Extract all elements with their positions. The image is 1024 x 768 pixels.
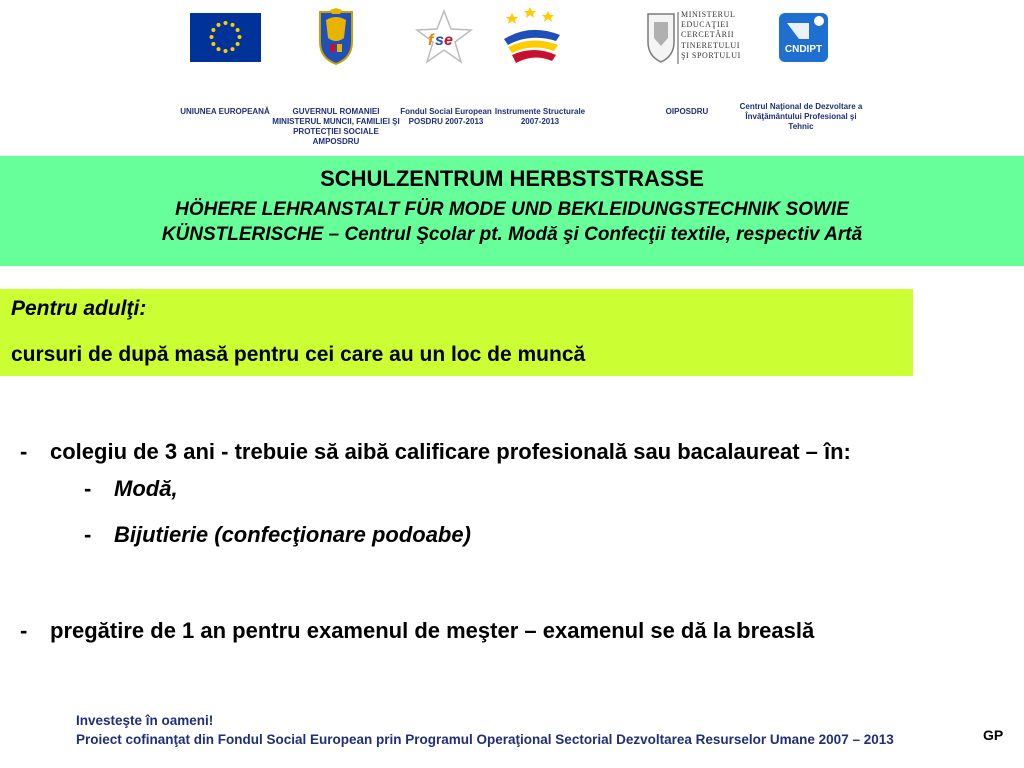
school-banner bbox=[0, 156, 1024, 266]
cndipt-caption: Centrul Naţional de Dezvoltare a Învăţământului Profesional şi Tehnic bbox=[739, 102, 863, 131]
eu-caption: UNIUNEA EUROPEANĂ bbox=[180, 107, 270, 116]
oiposdru-caption: OIPOSDRU bbox=[665, 107, 709, 116]
svg-text:f: f bbox=[428, 32, 434, 49]
footer bbox=[76, 711, 894, 749]
structural-caption: Instrumente Structurale 2007-2013 bbox=[494, 107, 586, 126]
adults-highlight-box bbox=[0, 289, 913, 376]
bullet-text: colegiu de 3 ani - trebuie să aibă calificare profesională sau bacalaureat – în: bbox=[50, 439, 851, 464]
government-caption: GUVERNUL ROMANIEI MINISTERUL MUNCII, FAMILIEI ŞI PROTECŢIEI SOCIALE AMPOSDRU bbox=[272, 107, 400, 146]
bullet-dash: - bbox=[20, 618, 28, 643]
bullet-text: Modă, bbox=[114, 476, 178, 501]
fse-logo-icon bbox=[414, 9, 474, 70]
fse-caption: Fondul Social European POSDRU 2007-2013 bbox=[400, 107, 492, 126]
svg-text:e: e bbox=[444, 32, 453, 49]
romania-coat-of-arms-icon bbox=[314, 8, 358, 71]
svg-text:s: s bbox=[435, 32, 444, 49]
footer-slogan: Investeşte în oameni! bbox=[76, 713, 214, 728]
adults-text: cursuri de după masă pentru cei care au un loc de muncă bbox=[11, 343, 586, 366]
cndipt-logo-icon bbox=[779, 13, 828, 67]
ministry-education-logo-text: MINISTERUL EDUCAŢIEI CERCETĂRII TINERETULUI ŞI SPORTULUI bbox=[681, 10, 741, 60]
adults-heading: Pentru adulţi: bbox=[11, 297, 147, 320]
school-subtitle-line1: HÖHERE LEHRANSTALT FÜR MODE UND BEKLEIDUNGSTECHNIK SOWIE bbox=[175, 199, 849, 220]
footer-project-text: Proiect cofinanţat din Fondul Social European prin Programul Operaţional Sectorial Dezvoltarea Resurselor Umane 2007 – 2013 bbox=[76, 732, 894, 747]
author-initials: GP bbox=[983, 727, 1004, 743]
eu-flag-icon bbox=[190, 13, 261, 67]
cndipt-logo-text: CNDIPT bbox=[784, 44, 823, 55]
structural-instruments-logo-icon bbox=[500, 5, 564, 72]
school-title: SCHULZENTRUM HERBSTSTRASSE bbox=[320, 166, 704, 191]
bullet-text: Bijutierie (confecţionare podoabe) bbox=[114, 522, 471, 547]
bullet-text: pregătire de 1 an pentru examenul de meşter – examenul se dă la breaslă bbox=[50, 618, 815, 643]
bullet-dash: - bbox=[20, 439, 28, 464]
bullet-dash: - bbox=[84, 522, 92, 547]
school-subtitle-line2: KÜNSTLERISCHE – Centrul Şcolar pt. Modă şi Confecţii textile, respectiv Artă bbox=[161, 224, 863, 245]
bullet-dash: - bbox=[84, 476, 92, 501]
